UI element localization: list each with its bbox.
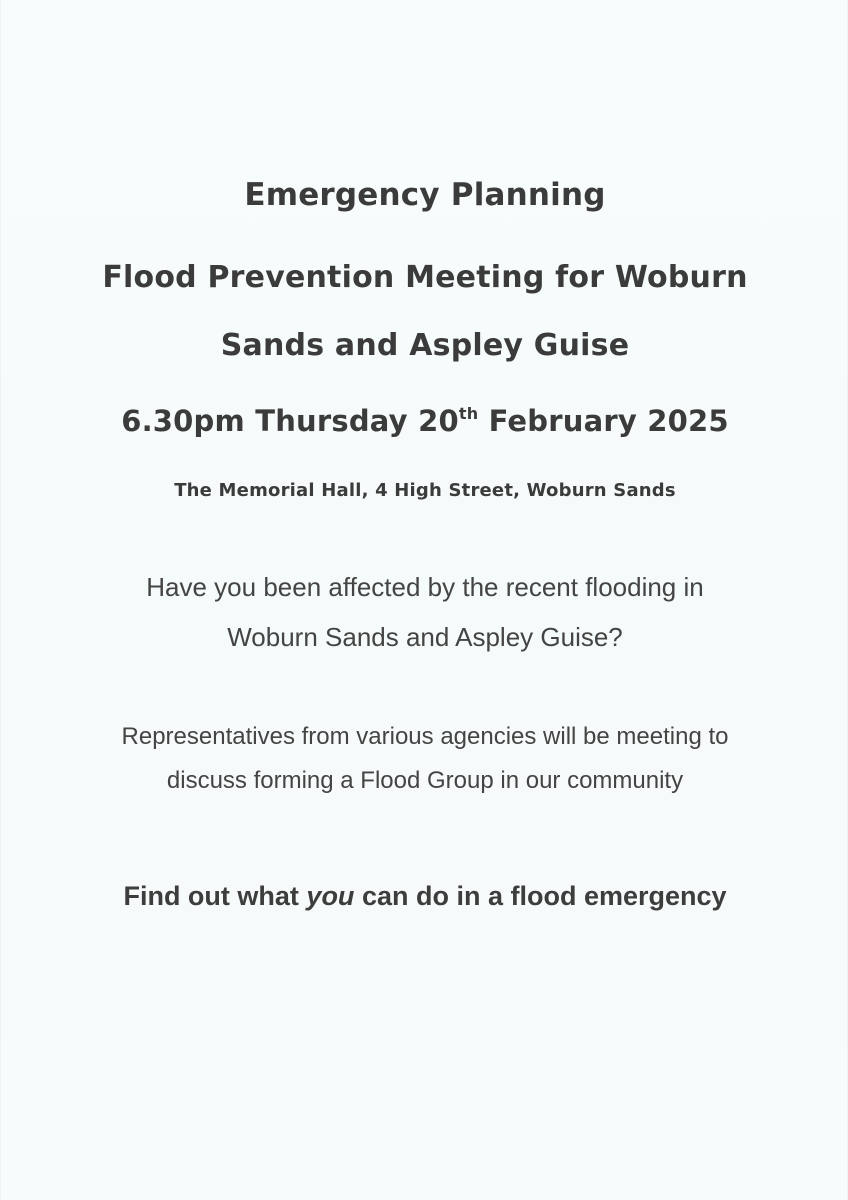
call-to-action-before: Find out what — [123, 881, 307, 911]
meeting-date-month-year: February 2025 — [478, 404, 729, 438]
meeting-title-line-2: Sands and Aspley Guise — [220, 328, 630, 363]
meeting-date — [1, 404, 848, 438]
poster-title: Emergency Planning — [244, 177, 606, 213]
call-to-action — [1, 881, 848, 912]
meeting-date-time-day: 6.30pm Thursday 20 — [121, 404, 459, 438]
representatives-line-1: Representatives from various agencies will be meeting to — [121, 723, 729, 750]
representatives-line-2: discuss forming a Flood Group in our community — [166, 767, 684, 794]
meeting-venue: The Memorial Hall, 4 High Street, Woburn Sands — [174, 480, 676, 501]
meeting-date-ordinal: th — [458, 404, 479, 423]
call-to-action-emphasis: you — [306, 881, 355, 911]
call-to-action-after: can do in a flood emergency — [354, 881, 727, 911]
meeting-title-line-1: Flood Prevention Meeting for Woburn — [102, 260, 748, 295]
question-line-1: Have you been affected by the recent flooding in — [146, 572, 704, 602]
question-line-2: Woburn Sands and Aspley Guise? — [227, 622, 623, 652]
